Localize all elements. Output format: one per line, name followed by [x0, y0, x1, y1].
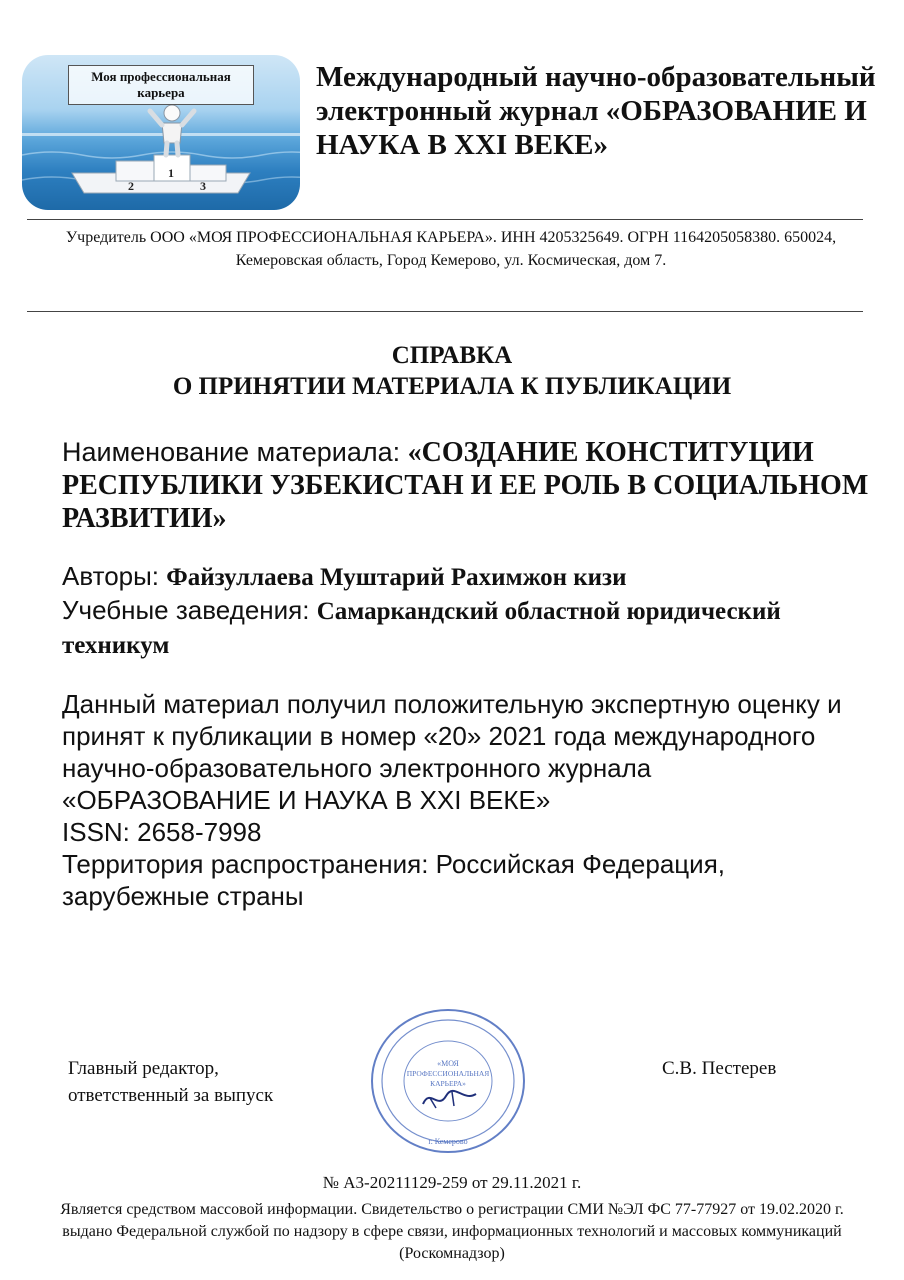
svg-text:ПРОФЕССИОНАЛЬНАЯ: ПРОФЕССИОНАЛЬНАЯ [406, 1069, 490, 1078]
svg-text:«МОЯ: «МОЯ [437, 1059, 459, 1068]
authors-value: Файзуллаева Муштарий Рахимжон кизи [166, 564, 627, 591]
figure-icon [150, 105, 194, 155]
document-title-line2: О ПРИНЯТИИ МАТЕРИАЛА К ПУБЛИКАЦИИ [172, 373, 732, 400]
acceptance-statement [62, 688, 862, 912]
institution-row [62, 594, 882, 662]
logo-label-line1: Моя профессиональная [91, 69, 231, 84]
authors-row [62, 560, 882, 594]
institution-value: Самаркандский областной юридический техникум [62, 598, 781, 659]
podium-1-label: 1 [168, 166, 174, 180]
header-divider [27, 219, 863, 220]
authors-block [62, 560, 882, 662]
document-title-line1: СПРАВКА [391, 342, 513, 369]
founder-divider [27, 311, 863, 312]
svg-text:КАРЬЕРА»: КАРЬЕРА» [430, 1079, 466, 1088]
official-stamp [368, 1006, 528, 1156]
document-title [0, 340, 904, 402]
editor-role-line1: Главный редактор, [68, 1058, 219, 1079]
podium-2-label: 2 [128, 179, 134, 193]
issn: ISSN: 2658-7998 [62, 817, 262, 847]
statement-text: Данный материал получил положительную экспертную оценку и принят к публикации в номер «20» 2021 года международного научно-образовательного электронного журнала «ОБРАЗОВАНИЕ И НАУКА В XXI ВЕКЕ» [62, 689, 842, 815]
document-number: № А3-20211129-259 от 29.11.2021 г. [322, 1173, 582, 1192]
material-value: «СОЗДАНИЕ КОНСТИТУЦИИ РЕСПУБЛИКИ УЗБЕКИСТАН И ЕЕ РОЛЬ В СОЦИАЛЬНОМ РАЗВИТИИ» [62, 437, 869, 534]
logo-label [68, 65, 254, 105]
distribution-territory: Территория распространения: Российская Федерация, зарубежные страны [62, 849, 725, 911]
signature-scribble [423, 1091, 476, 1104]
material-name [62, 436, 882, 535]
authors-label: Авторы: [62, 561, 167, 591]
editor-name: С.В. Пестерев [662, 1058, 777, 1079]
institution-label: Учебные заведения: [62, 595, 317, 625]
svg-text:г. Кемерово: г. Кемерово [428, 1137, 468, 1146]
journal-title: Международный научно-образовательный электронный журнал «ОБРАЗОВАНИЕ И НАУКА В XXI ВЕКЕ» [316, 61, 876, 161]
podium [72, 155, 250, 193]
journal-logo [22, 55, 300, 210]
material-label: Наименование материала: [62, 437, 408, 467]
media-registration: Является средством массовой информации. Свидетельство о регистрации СМИ №ЭЛ ФС 77-77927 от 19.02.2020 г. выдано Федеральной службой по надзору в сфере связи, информационных технологий и массовых коммуникаций (Роскомнадзор) [60, 1201, 844, 1262]
logo-label-line2: карьера [137, 85, 185, 100]
editor-role-line2: ответственный за выпуск [68, 1085, 274, 1106]
podium-3-label: 3 [200, 179, 206, 193]
editor-role [68, 1055, 368, 1109]
founder-info: Учредитель ООО «МОЯ ПРОФЕССИОНАЛЬНАЯ КАРЬЕРА». ИНН 4205325649. ОГРН 1164205058380. 650024, Кемеровская область, Город Кемерово, ул. Космическая, дом 7. [65, 229, 837, 269]
